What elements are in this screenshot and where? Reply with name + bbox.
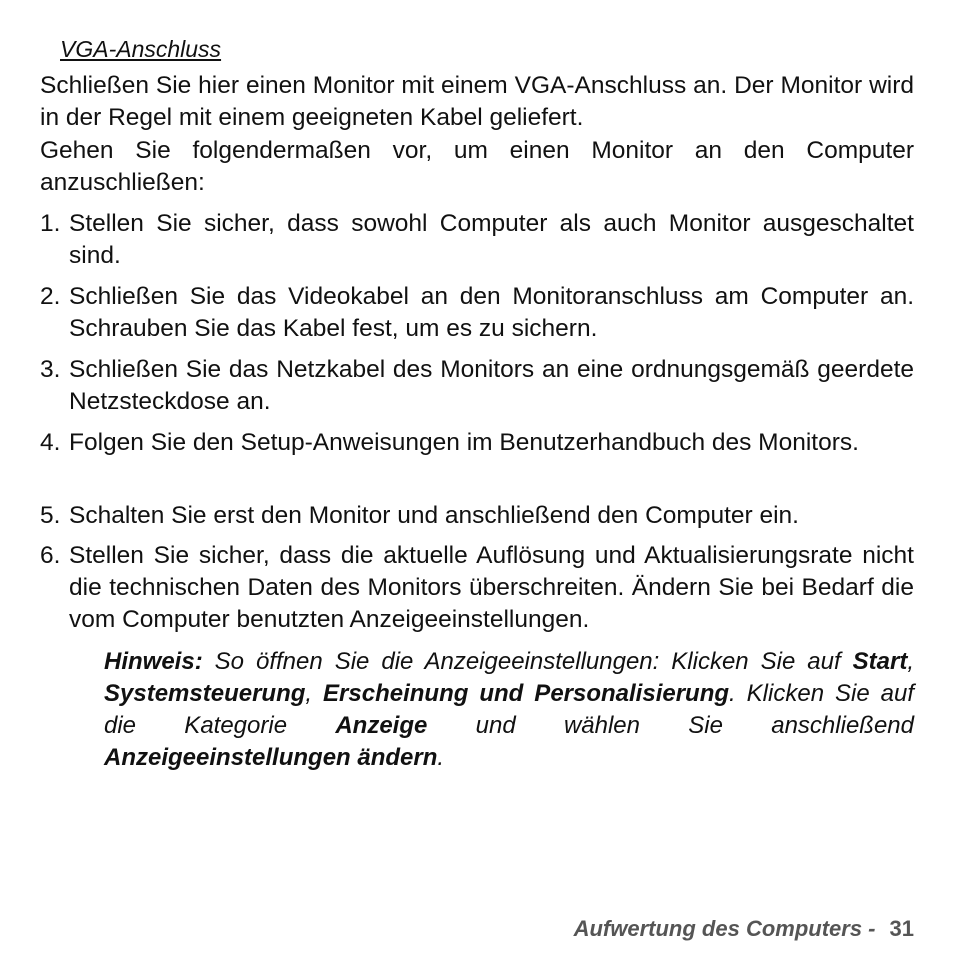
list-item bbox=[40, 354, 914, 418]
note-display: Anzeige bbox=[335, 712, 428, 739]
note-text: . bbox=[437, 744, 445, 771]
list-item bbox=[40, 427, 914, 459]
list-item bbox=[40, 281, 914, 345]
note-label: Hinweis: bbox=[104, 648, 203, 675]
note-control-panel: Systemsteuerung bbox=[104, 680, 306, 707]
note-start: Start bbox=[852, 648, 908, 675]
step-text: Stellen Sie sicher, dass die aktuelle Auflösung und Aktualisierungsrate nicht die technischen Daten des Monitors überschreiten. Ändern Sie bei Bedarf die vom Computer benutzten Anzeigeeinstellungen. bbox=[69, 542, 914, 633]
step-number: 4. bbox=[40, 429, 61, 456]
step-number: 1. bbox=[40, 210, 61, 237]
footer-section-title: Aufwertung des Computers - bbox=[573, 916, 876, 941]
note-text: So öffnen Sie die Anzeigeeinstellungen: Klicken Sie auf bbox=[202, 648, 853, 675]
note-text: . Klicken Sie auf die Kategorie bbox=[104, 680, 915, 739]
step-text: Schalten Sie erst den Monitor und anschließend den Computer ein. bbox=[69, 502, 799, 529]
note-text: , bbox=[907, 648, 914, 675]
step-text: Stellen Sie sicher, dass sowohl Computer als auch Monitor ausgeschaltet sind. bbox=[69, 210, 914, 269]
step-number: 2. bbox=[40, 283, 61, 310]
list-item bbox=[40, 208, 914, 272]
step-text: Schließen Sie das Videokabel an den Monitoranschluss am Computer an. Schrauben Sie das Kabel fest, um es zu sichern. bbox=[69, 283, 914, 342]
page-number: 31 bbox=[889, 916, 914, 941]
section-heading: VGA-Anschluss bbox=[60, 36, 222, 62]
step-number: 6. bbox=[40, 542, 61, 569]
note-text: und wählen Sie anschließend bbox=[427, 712, 914, 739]
list-item bbox=[40, 540, 914, 636]
page-footer bbox=[574, 915, 914, 943]
step-number: 5. bbox=[40, 502, 61, 529]
list-item bbox=[40, 500, 914, 532]
note-appearance: Erscheinung und Personalisierung bbox=[323, 680, 730, 707]
instruction-paragraph: Gehen Sie folgendermaßen vor, um einen Monitor an den Computer anzuschließen: bbox=[40, 137, 914, 196]
step-text: Folgen Sie den Setup-Anweisungen im Benutzerhandbuch des Monitors. bbox=[69, 429, 859, 456]
intro-paragraph: Schließen Sie hier einen Monitor mit einem VGA-Anschluss an. Der Monitor wird in der Regel mit einem geeigneten Kabel geliefert. bbox=[40, 72, 914, 131]
note-block bbox=[104, 646, 914, 774]
note-text: , bbox=[305, 680, 324, 707]
step-text: Schließen Sie das Netzkabel des Monitors an eine ordnungsgemäß geerdete Netzsteckdose an. bbox=[69, 356, 914, 415]
step-number: 3. bbox=[40, 356, 61, 383]
note-change-display-settings: Anzeigeeinstellungen ändern bbox=[104, 744, 438, 771]
